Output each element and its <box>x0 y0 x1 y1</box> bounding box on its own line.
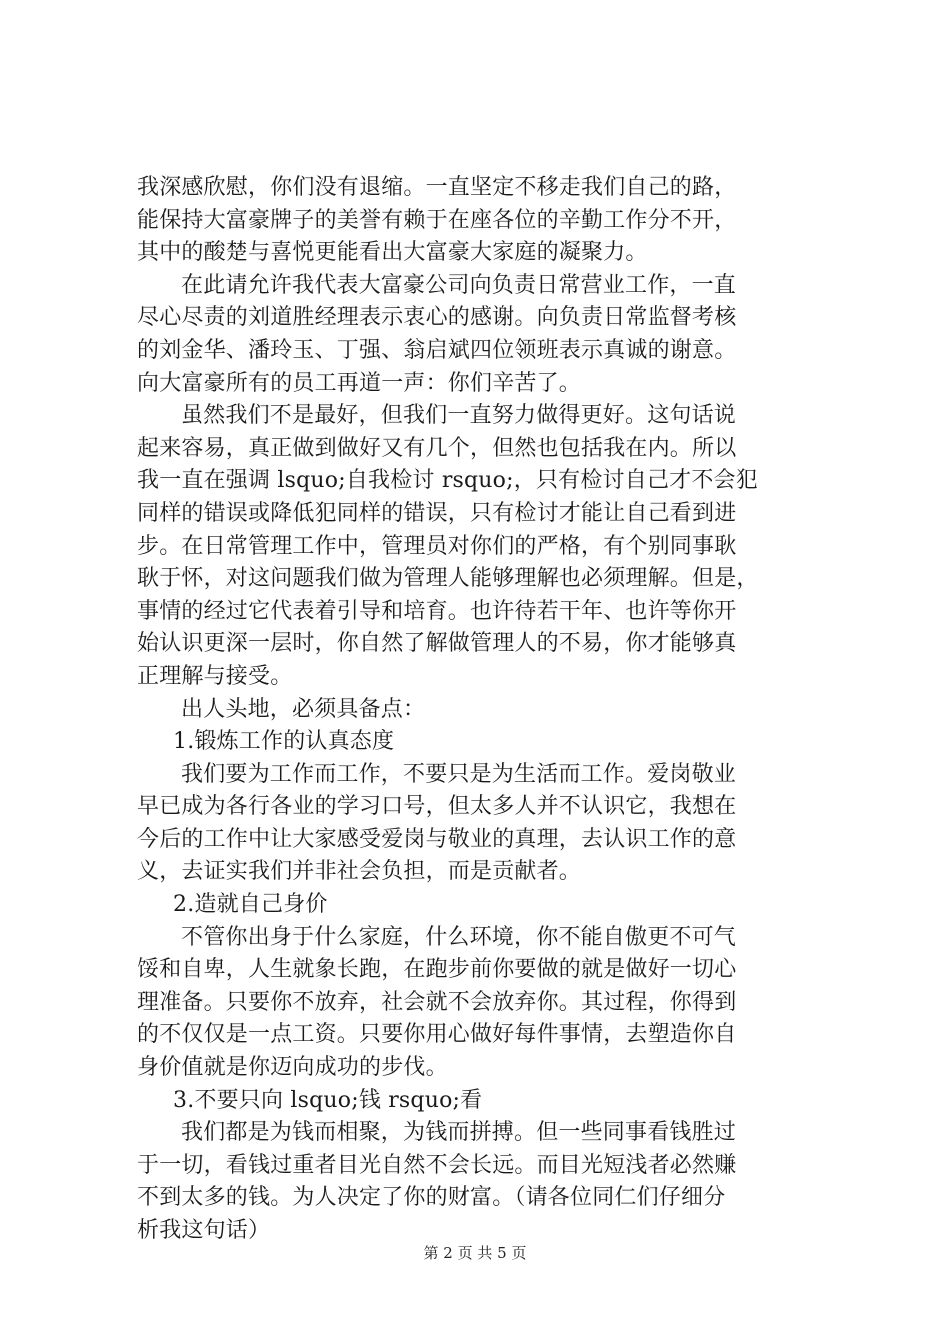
paragraph-start-line: 虽然我们不是最好，但我们一直努力做得更好。这句话说 <box>181 403 737 429</box>
text-line: 理准备。只要你不放弃，社会就不会放弃你。其过程，你得到 <box>137 989 737 1015</box>
text-line: 其中的酸楚与喜悦更能看出大富豪大家庭的凝聚力。 <box>137 240 648 266</box>
text-line: 的不仅仅是一点工资。只要你用心做好每件事情，去塑造你自 <box>137 1022 737 1048</box>
text-line: 今后的工作中让大家感受爱岗与敬业的真理，去认识工作的意 <box>137 826 737 852</box>
text-line: 同样的错误或降低犯同样的错误，只有检讨才能让自己看到进 <box>137 500 737 526</box>
text-line: 向大富豪所有的员工再道一声：你们辛苦了。 <box>137 370 582 396</box>
text-line: 正理解与接受。 <box>137 663 293 689</box>
text-line: 我一直在强调 lsquo;自我检讨 rsquo;，只有检讨自己才不会犯 <box>137 468 758 494</box>
text-line: 的刘金华、潘玲玉、丁强、翁启斌四位领班表示真诚的谢意。 <box>137 337 737 363</box>
text-line: 馁和自卑，人生就象长跑，在跑步前你要做的就是做好一切心 <box>137 957 737 983</box>
section-heading: 1.锻炼工作的认真态度 <box>173 729 395 755</box>
text-line: 我深感欣慰，你们没有退缩。一直坚定不移走我们自己的路， <box>137 175 737 200</box>
text-line: 于一切，看钱过重者目光自然不会长远。而目光短浅者必然赚 <box>137 1152 737 1178</box>
text-line: 能保持大富豪牌子的美誉有赖于在座各位的辛勤工作分不开， <box>137 207 737 233</box>
text-line: 析我这句话） <box>137 1218 271 1243</box>
section-heading: 2.造就自己身价 <box>173 892 328 918</box>
text-line: 不到太多的钱。为人决定了你的财富。（请各位同仁们仔细分 <box>137 1185 726 1211</box>
paragraph-start-line: 不管你出身于什么家庭，什么环境，你不能自傲更不可气 <box>181 924 737 950</box>
page-number-footer: 第 2 页 共 5 页 <box>423 1244 527 1262</box>
paragraph-start-line: 我们都是为钱而相聚，为钱而拼搏。但一些同事看钱胜过 <box>181 1120 737 1146</box>
text-line: 身价值就是你迈向成功的步伐。 <box>137 1055 448 1081</box>
text-line: 早已成为各行各业的学习口号，但太多人并不认识它，我想在 <box>137 794 737 820</box>
text-line: 步。在日常管理工作中，管理员对你们的严格，有个别同事耿 <box>137 533 737 559</box>
paragraph-start-line: 我们要为工作而工作，不要只是为生活而工作。爱岗敬业 <box>181 761 737 787</box>
document-body <box>137 172 837 1248</box>
text-line: 事情的经过它代表着引导和培育。也许待若干年、也许等你开 <box>137 598 737 624</box>
text-line: 耿于怀，对这问题我们做为管理人能够理解也必须理解。但是， <box>137 566 759 592</box>
paragraph-start-line: 在此请允许我代表大富豪公司向负责日常营业工作，一直 <box>181 272 737 298</box>
section-intro-line: 出人头地，必须具备点： <box>181 696 426 722</box>
text-line: 起来容易，真正做到做好又有几个，但然也包括我在内。所以 <box>137 435 737 461</box>
text-line: 义，去证实我们并非社会负担，而是贡献者。 <box>137 859 582 885</box>
text-line: 始认识更深一层时，你自然了解做管理人的不易，你才能够真 <box>137 631 737 657</box>
text-line: 尽心尽责的刘道胜经理表示衷心的感谢。向负责日常监督考核 <box>137 305 737 331</box>
section-heading: 3.不要只向 lsquo;钱 rsquo;看 <box>173 1087 483 1113</box>
